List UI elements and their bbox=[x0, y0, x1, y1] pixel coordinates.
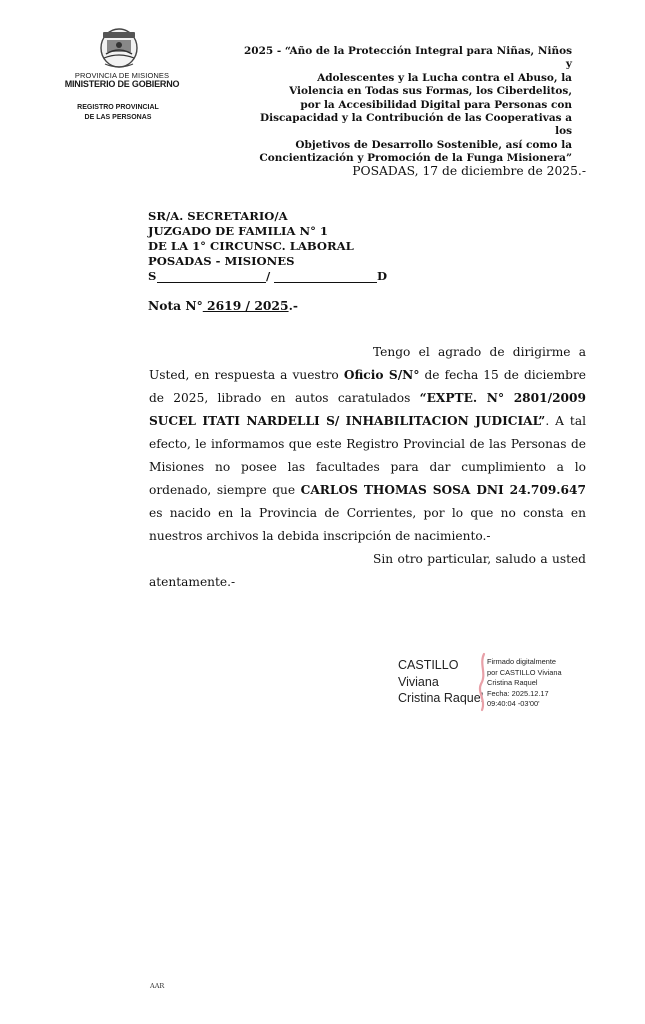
salutation-slash: / bbox=[266, 269, 271, 283]
motto-line: Discapacidad y la Contribución de las Cooperativas a los bbox=[260, 112, 572, 138]
ministry-logo-text bbox=[60, 71, 184, 89]
body-paragraph: Tengo el agrado de dirigirme a Usted, en respuesta a vuestro Oficio S/N° de fecha 15 de diciembre de 2025, librado en autos caratulados “EXPTE. N° 2801/2009 SUCEL ITATI NARDELLI S/ INHABILITACION JUDICIAL”. A tal efecto, le informamos que este Registro Provincial de las Personas de Misiones no posee las facultades para dar cumplimiento a lo ordenado, siempre que CARLOS THOMAS SOSA DNI 24.709.647 es nacido en la Provincia de Corrientes, por lo que no consta en nuestros archivos la debida inscripción de nacimiento.- bbox=[149, 345, 586, 543]
person-reference: CARLOS THOMAS SOSA DNI 24.709.647 bbox=[300, 483, 586, 497]
recipient-line: JUZGADO DE FAMILIA N° 1 bbox=[148, 224, 328, 238]
motto-line: 2025 - “Año de la Protección Integral para Niñas, Niños y bbox=[244, 45, 572, 71]
typist-initials: AAR bbox=[150, 982, 165, 990]
motto-line: Violencia en Todas sus Formas, los Ciberdelitos, bbox=[289, 85, 572, 98]
recipient-block bbox=[148, 209, 408, 284]
note-number-value: 2619 / 2025 bbox=[202, 298, 289, 313]
recipient-line: DE LA 1° CIRCUNSC. LABORAL bbox=[148, 239, 354, 253]
recipient-line: POSADAS - MISIONES bbox=[148, 254, 295, 268]
year-motto bbox=[240, 45, 572, 166]
digital-signature-info: Firmado digitalmente por CASTILLO Viviana Cristina Raquel Fecha: 2025.12.17 09:40:04 -03'00' bbox=[487, 657, 562, 709]
salutation-line bbox=[148, 269, 408, 284]
oficio-reference: Oficio S/N° bbox=[343, 368, 420, 382]
date-line: POSADAS, 17 de diciembre de 2025.- bbox=[352, 164, 586, 178]
letter-body bbox=[149, 341, 586, 594]
note-label: Nota N° bbox=[148, 298, 203, 313]
closing-paragraph: Sin otro particular, saludo a usted atentamente.- bbox=[149, 552, 586, 589]
case-reference: “EXPTE. N° 2801/2009 SUCEL ITATI NARDELLI S/ INHABILITACION JUDICIAL” bbox=[149, 391, 586, 428]
note-suffix: .- bbox=[288, 298, 298, 313]
motto-line: Objetivos de Desarrollo Sostenible, así como la bbox=[295, 138, 572, 151]
province-name: PROVINCIA DE MISIONES bbox=[74, 71, 170, 80]
ministry-name: MINISTERIO DE GOBIERNO bbox=[64, 79, 180, 89]
salutation-s: S bbox=[148, 269, 157, 283]
salutation-d: D bbox=[377, 269, 388, 283]
note-number bbox=[148, 298, 298, 313]
motto-line: por la Accesibilidad Digital para Personas con bbox=[300, 98, 572, 111]
provincial-seal-icon bbox=[96, 24, 142, 70]
motto-line: Concientización y Promoción de la Funga Misionera” bbox=[259, 152, 572, 165]
registry-name bbox=[60, 103, 176, 123]
motto-line: Adolescentes y la Lucha contra el Abuso, la bbox=[317, 71, 572, 84]
signer-name: CASTILLO Viviana Cristina Raquel bbox=[398, 658, 484, 705]
registry-line-1: REGISTRO PROVINCIAL bbox=[77, 104, 159, 111]
registry-line-2: DE LAS PERSONAS bbox=[84, 114, 152, 121]
recipient-line: SR/A. SECRETARIO/A bbox=[148, 209, 288, 223]
